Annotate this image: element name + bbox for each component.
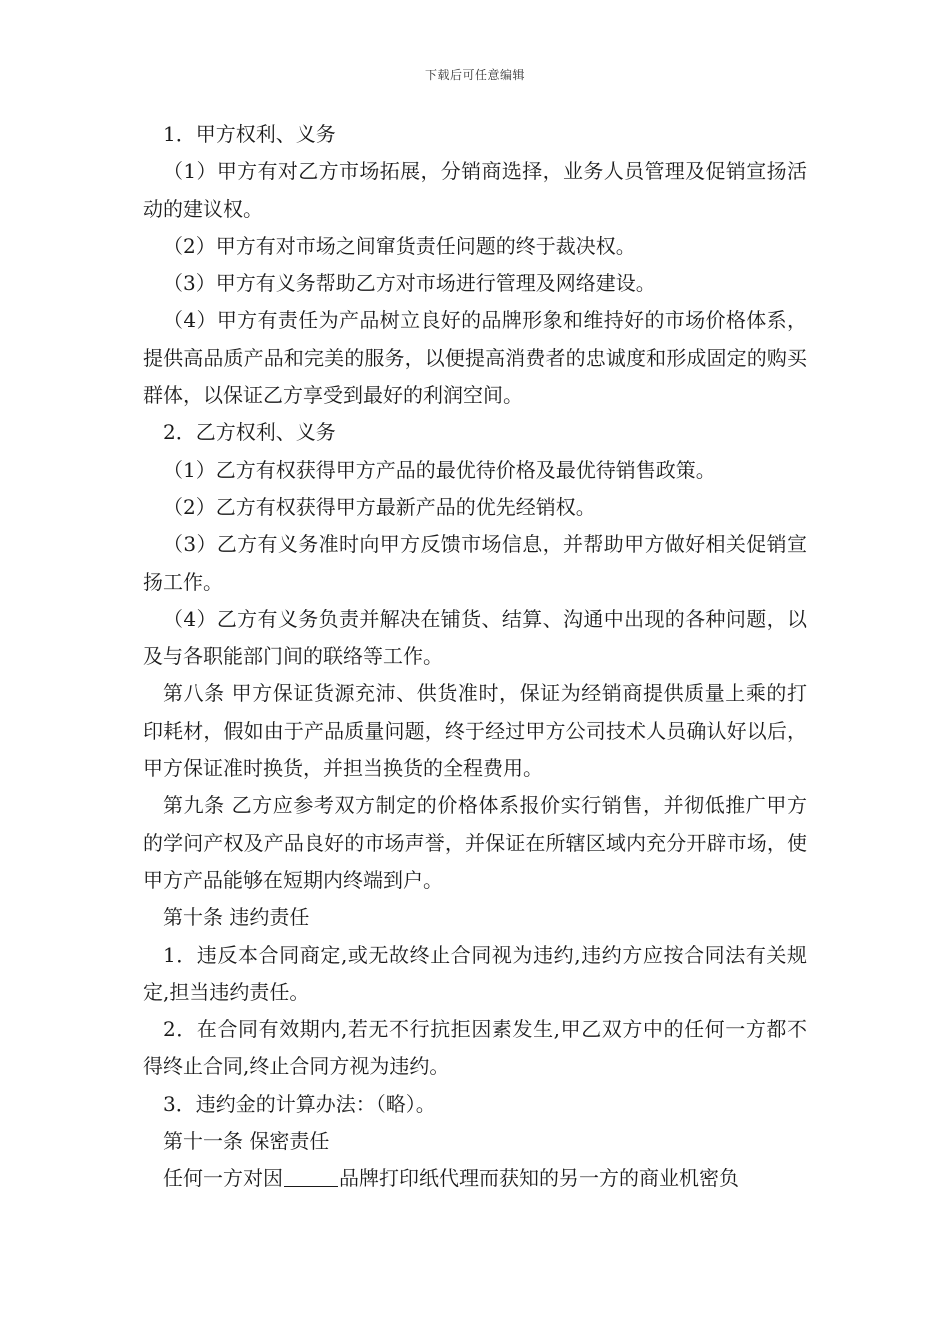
paragraph: 3．违约金的计算办法：（略）。 xyxy=(163,1091,436,1116)
page-header: 下载后可任意编辑 xyxy=(424,68,525,82)
confidentiality-paragraph xyxy=(143,1160,807,1197)
paragraph: （4）乙方有义务负责并解决在铺货、结算、沟通中出现的各种问题，以及与各职能部门间的联络等工作。 xyxy=(143,606,807,669)
paragraph: （3）甲方有义务帮助乙方对市场进行管理及网络建设。 xyxy=(163,271,656,296)
article-8: 第八条 甲方保证货源充沛、供货准时，保证为经销商提供质量上乘的打印耗材，假如由于产品质量问题，终于经过甲方公司技术人员确认好以后，甲方保证准时换货，并担当换货的全程费用。 xyxy=(143,681,807,781)
article-9: 第九条 乙方应参考双方制定的价格体系报价实行销售，并彻低推广甲方的学问产权及产品良好的市场声誉，并保证在所辖区域内充分开辟市场，使甲方产品能够在短期内终端到户。 xyxy=(143,793,807,892)
fill-in-blank xyxy=(284,1168,338,1187)
article-11-heading: 第十一条 保密责任 xyxy=(163,1129,330,1154)
paragraph: （2）乙方有权获得甲方最新产品的优先经销权。 xyxy=(163,494,596,519)
paragraph: 1．违反本合同商定,或无故终止合同视为违约,违约方应按合同法有关规定,担当违约责任。 xyxy=(143,942,807,1004)
paragraph: （3）乙方有义务准时向甲方反馈市场信息，并帮助甲方做好相关促销宣扬工作。 xyxy=(143,532,807,594)
paragraph: （2）甲方有对市场之间窜货责任问题的终于裁决权。 xyxy=(163,233,636,258)
paragraph: （1）乙方有权获得甲方产品的最优待价格及最优待销售政策。 xyxy=(163,457,716,482)
article-10-heading: 第十条 违约责任 xyxy=(163,905,310,930)
section-heading-party-a-rights: 1．甲方权利、义务 xyxy=(163,122,336,146)
document-body xyxy=(143,116,807,1198)
text-before-blank: 任何一方对因 xyxy=(163,1166,283,1191)
text-after-blank: 品牌打印纸代理而获知的另一方的商业机密负 xyxy=(339,1166,739,1191)
paragraph: （1）甲方有对乙方市场拓展，分销商选择，业务人员管理及促销宣扬活动的建议权。 xyxy=(143,159,807,221)
paragraph: 2．在合同有效期内,若无不行抗拒因素发生,甲乙双方中的任何一方都不得终止合同,终止合同方视为违约。 xyxy=(143,1017,807,1079)
section-heading-party-b-rights: 2．乙方权利、义务 xyxy=(163,420,336,445)
paragraph: （4）甲方有责任为产品树立良好的品牌形象和维持好的市场价格体系，提供高品质产品和完美的服务，以便提高消费者的忠诚度和形成固定的购买群体，以保证乙方享受到最好的利润空间。 xyxy=(143,308,807,408)
